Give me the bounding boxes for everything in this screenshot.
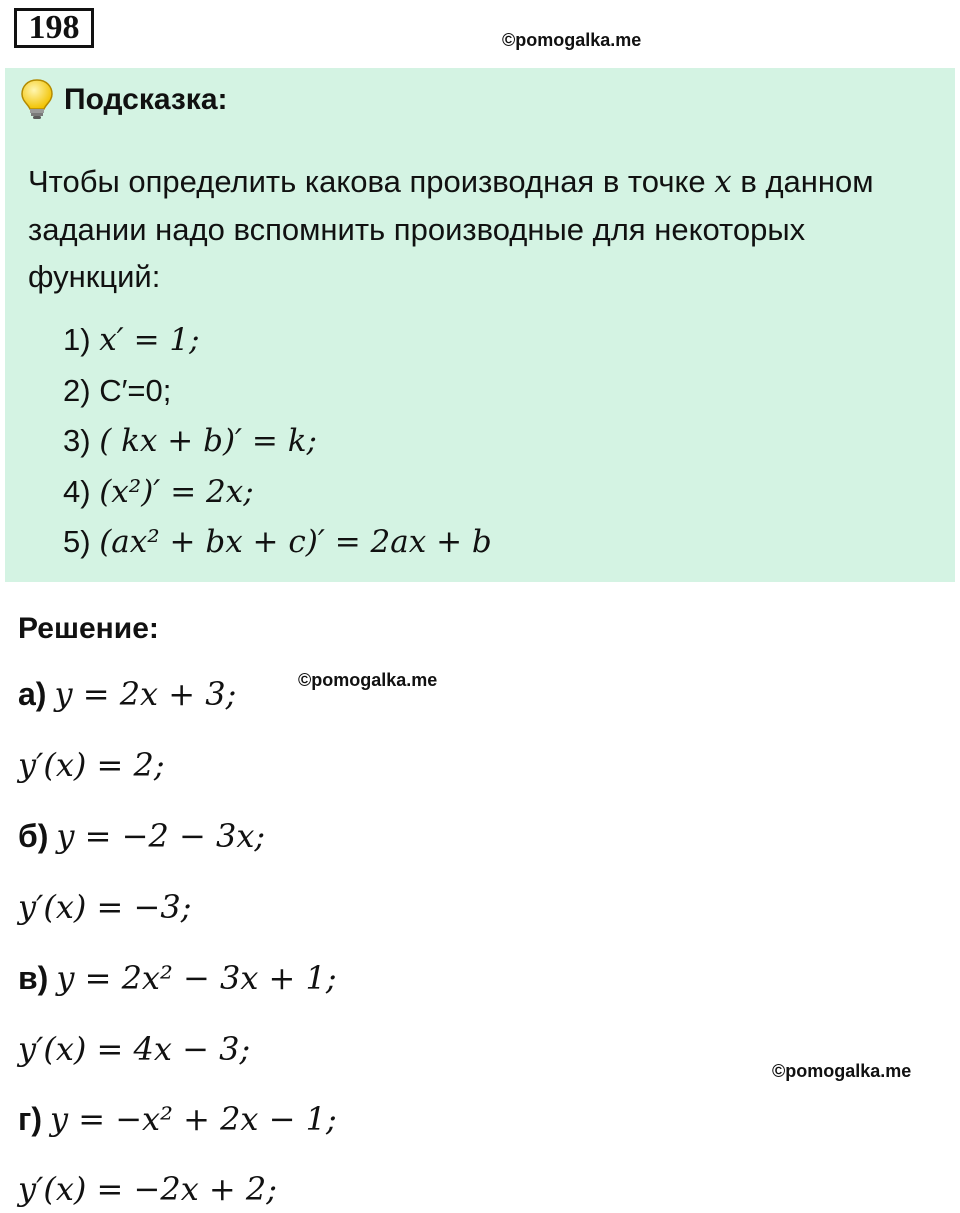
rule-item (63, 366, 492, 417)
hint-box (5, 68, 955, 582)
rule-item (63, 315, 492, 366)
rule-formula: C′=0; (99, 372, 172, 408)
lightbulb-icon (20, 78, 54, 122)
solution-line-a (18, 674, 236, 714)
part-letter: г) (18, 1101, 42, 1137)
solution-line-c-derivative (18, 1029, 250, 1069)
watermark-top: ©pomogalka.me (502, 30, 642, 50)
solution-line-d-derivative (18, 1169, 277, 1209)
hint-text (28, 158, 928, 300)
solution-line-d (18, 1099, 337, 1139)
solution-formula: y′(x) = −3; (18, 888, 192, 926)
rule-number: 5) (63, 524, 91, 559)
hint-title (20, 78, 228, 122)
solution-formula: y = 2x + 3; (54, 675, 237, 713)
rule-number: 2) (63, 372, 91, 408)
solution-heading: Решение: (18, 612, 159, 645)
rule-formula: x′ = 1; (99, 322, 200, 358)
hint-text-part2: в данном задании надо вспомнить производные для некоторых функций: (28, 164, 874, 294)
part-letter: в) (18, 960, 49, 996)
watermark-middle: ©pomogalka.me (298, 670, 438, 690)
rule-number: 3) (63, 423, 91, 458)
solution-formula: y = −2 − 3x; (56, 817, 266, 855)
rule-item (63, 467, 492, 518)
solution-formula: y = 2x² − 3x + 1; (56, 959, 337, 997)
solution-formula: y′(x) = 2; (18, 746, 165, 784)
solution-line-a-derivative (18, 745, 165, 785)
solution-formula: y′(x) = −2x + 2; (18, 1170, 278, 1208)
rule-item (63, 416, 492, 467)
task-number: 198 (14, 8, 94, 48)
hint-text-part1: Чтобы определить какова производная в точке (28, 164, 706, 199)
part-letter: а) (18, 676, 47, 712)
rule-number: 1) (63, 322, 91, 357)
solution-line-b-derivative (18, 887, 191, 927)
watermark-bottom: ©pomogalka.me (772, 1061, 912, 1081)
hint-title-text: Подсказка: (64, 83, 228, 116)
solution-line-b (18, 816, 265, 856)
derivative-rules-list (63, 315, 492, 568)
rule-item (63, 517, 492, 568)
solution-formula: y′(x) = 4x − 3; (18, 1030, 251, 1068)
part-letter: б) (18, 818, 49, 854)
solution-formula: y = −x² + 2x − 1; (49, 1100, 337, 1138)
rule-number: 4) (63, 473, 91, 509)
rule-formula: (x²)′ = 2x; (99, 473, 254, 510)
solution-line-c (18, 958, 337, 998)
rule-formula: ( kx + b)′ = k; (99, 423, 317, 459)
hint-x-variable: x (714, 164, 732, 200)
rule-formula: (ax² + bx + c)′ = 2ax + b (99, 524, 492, 560)
